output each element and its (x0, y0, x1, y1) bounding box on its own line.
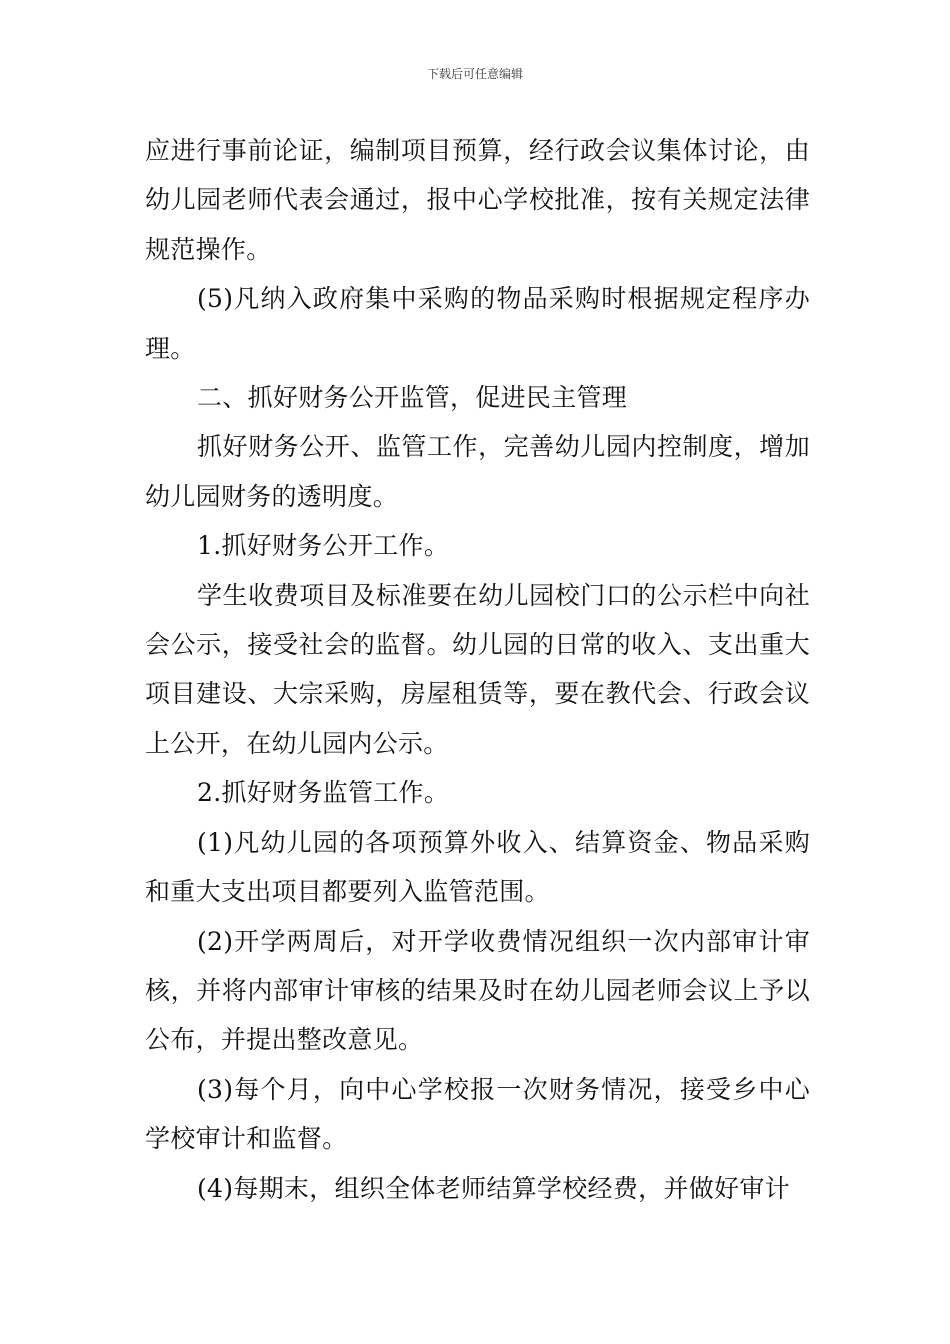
paragraph-6: 学生收费项目及标准要在幼儿园校门口的公示栏中向社会公示，接受社会的监督。幼儿园的日常的收入、支出重大项目建设、大宗采购，房屋租赁等，要在教代会、行政会议上公开，在幼儿园内公示。 (145, 580, 810, 758)
paragraph-8: (1)凡幼儿园的各项预算外收入、结算资金、物品采购和重大支出项目都要列入监管范围。 (145, 827, 810, 907)
paragraph-4: 抓好财务公开、监管工作，完善幼儿园内控制度，增加幼儿园财务的透明度。 (145, 432, 810, 511)
subheading-2: 2.抓好财务监管工作。 (197, 778, 450, 808)
paragraph-1: 应进行事前论证，编制项目预算，经行政会议集体讨论，由幼儿园老师代表会通过，报中心学校批准，按有关规定法律规范操作。 (145, 136, 810, 264)
paragraph-2: (5)凡纳入政府集中采购的物品采购时根据规定程序办理。 (145, 284, 810, 363)
paragraph-10: (3)每个月，向中心学校报一次财务情况，接受乡中心学校审计和监督。 (145, 1074, 810, 1154)
section-heading-2: 二、抓好财务公开监管，促进民主管理 (197, 383, 628, 413)
paragraph-9: (2)开学两周后，对开学收费情况组织一次内部审计审核，并将内部审计审核的结果及时在幼儿园老师会议上予以公布，并提出整改意见。 (145, 926, 810, 1055)
document-body (145, 126, 810, 1213)
page-header-note: 下载后可任意编辑 (426, 67, 523, 81)
subheading-1: 1.抓好财务公开工作。 (197, 531, 450, 561)
paragraph-11: (4)每期末，组织全体老师结算学校经费，并做好审计 (197, 1173, 790, 1203)
